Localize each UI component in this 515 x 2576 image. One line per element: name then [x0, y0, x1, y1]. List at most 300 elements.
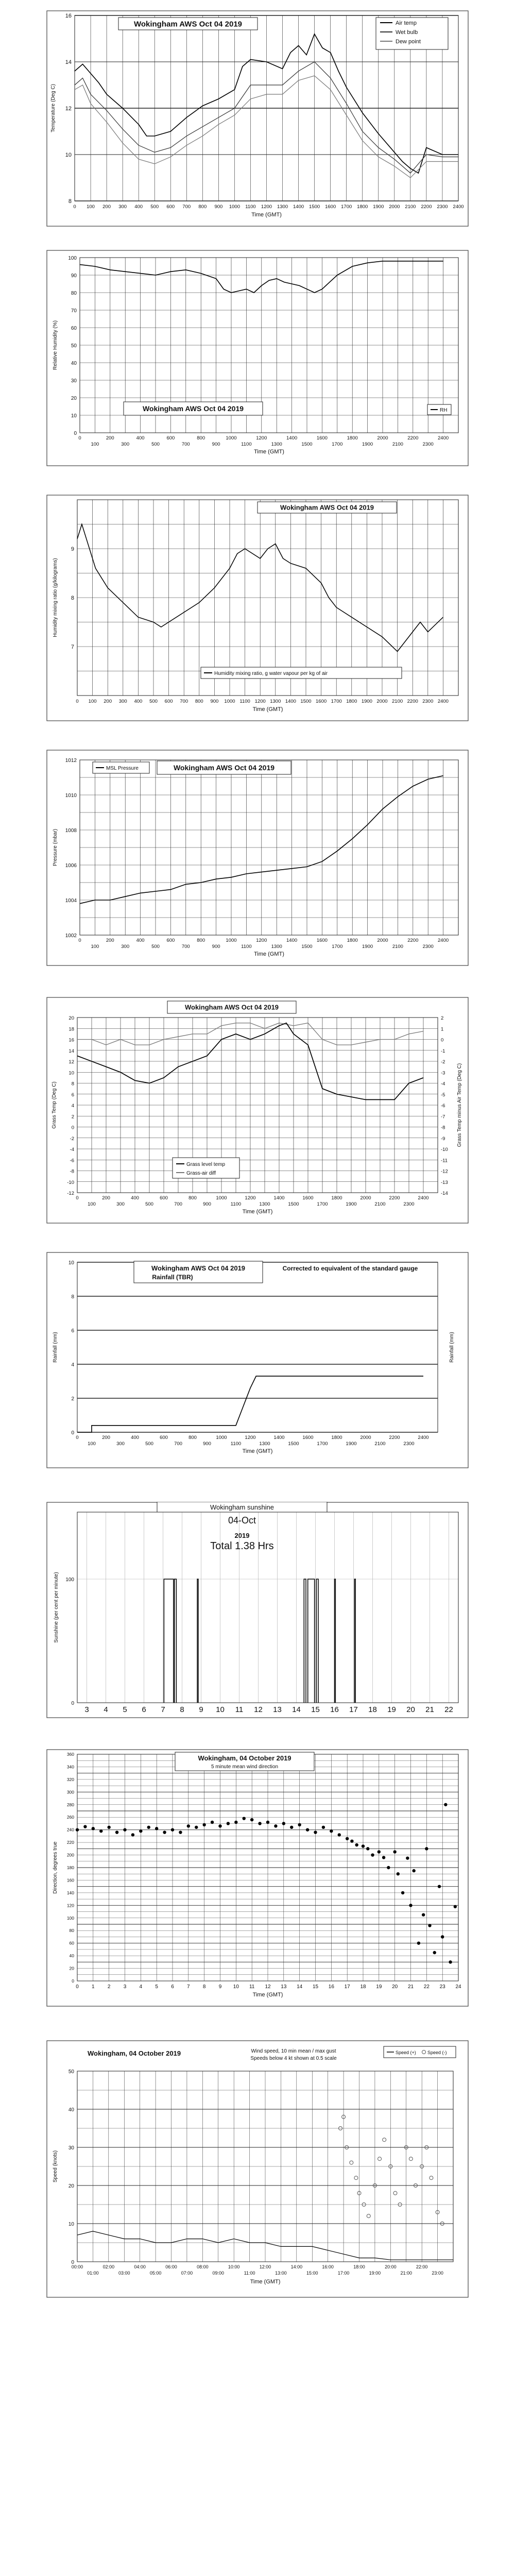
y-tick-label: 40 — [68, 2107, 74, 2113]
grass-chart-title: Wokingham AWS Oct 04 2019 — [184, 1003, 279, 1011]
x-tick-label: 9 — [218, 1984, 222, 1990]
x-tick-label: 1700 — [331, 699, 342, 704]
y-tick-label: 160 — [66, 1877, 74, 1883]
x-tick-label: 400 — [136, 938, 145, 943]
x-tick-label: 15 — [312, 1984, 319, 1990]
wind-direction-point — [250, 1818, 253, 1821]
wind-direction-point — [409, 1904, 412, 1907]
rainfall-chart-title: Wokingham AWS Oct 04 2019 — [151, 1264, 246, 1272]
wind-direction-point — [99, 1829, 102, 1833]
y-tick-label: 7 — [71, 644, 74, 650]
wind-direction-chart-svg — [46, 1749, 469, 2007]
sunshine-bar — [316, 1579, 318, 1703]
y-tick-label: 100 — [68, 256, 77, 261]
x-tick-label: 2100 — [392, 699, 403, 704]
mixing-ratio-chart-svg — [46, 495, 469, 721]
x-axis-label: Time (GMT) — [242, 1209, 273, 1215]
x-tick-label: 300 — [116, 1441, 125, 1447]
x-tick-label: 1200 — [245, 1435, 256, 1440]
x-tick-label: 1900 — [346, 1201, 357, 1207]
x-tick-label: 1900 — [362, 944, 373, 950]
y-tick-label: 30 — [68, 2145, 74, 2151]
x-tick-label: 20 — [392, 1984, 398, 1990]
wind-speed-chart — [46, 2040, 469, 2298]
x-tick-label: 1700 — [332, 442, 343, 447]
wind-speed-chart-title: Wokingham, 04 October 2019 — [88, 2049, 181, 2057]
x-tick-label: 2000 — [377, 938, 388, 943]
x-tick-label: 1200 — [245, 1195, 256, 1201]
pressure-chart-title: Wokingham AWS Oct 04 2019 — [173, 763, 275, 772]
x-tick-label: 1 — [92, 1984, 95, 1990]
wind-direction-point — [433, 1951, 436, 1954]
legend-label: RH — [440, 408, 448, 413]
x-axis-label: Time (GMT) — [252, 1992, 283, 1998]
x-tick-label: 1200 — [261, 204, 272, 210]
wind-direction-point — [355, 1843, 358, 1846]
y-tick-label: 80 — [69, 1928, 74, 1934]
x-tick-label: 08:00 — [197, 2264, 209, 2269]
x-tick-label: 100 — [91, 442, 99, 447]
x-tick-label: 900 — [203, 1201, 211, 1207]
chart-border — [47, 1502, 468, 1718]
x-tick-label: 2400 — [418, 1195, 429, 1201]
x-tick-label: 2100 — [405, 204, 416, 210]
x-tick-label: 1800 — [357, 204, 368, 210]
wind-direction-point — [397, 1872, 400, 1875]
x-tick-label: 200 — [102, 204, 111, 210]
wind-direction-point — [401, 1891, 404, 1894]
x-tick-label: 0 — [78, 435, 81, 441]
y-tick-label: 16 — [65, 13, 72, 19]
wind-direction-point — [350, 1839, 353, 1842]
x-tick-label: 900 — [210, 699, 219, 704]
y-right-tick-label: -3 — [441, 1070, 445, 1076]
wind-direction-point — [227, 1822, 230, 1825]
temperature-chart-svg — [46, 10, 469, 227]
relative-humidity-chart — [46, 250, 469, 466]
x-tick-label: 2400 — [453, 204, 464, 210]
x-tick-label: 13:00 — [275, 2270, 287, 2276]
y-right-tick-label: -10 — [441, 1147, 448, 1153]
x-tick-label: 22:00 — [416, 2264, 428, 2269]
x-tick-label: 1000 — [226, 938, 237, 943]
y-tick-label: 1012 — [65, 758, 77, 764]
x-tick-label: 19 — [387, 1705, 396, 1714]
x-tick-label: 1900 — [361, 699, 372, 704]
y-tick-label: 14 — [65, 59, 72, 65]
x-tick-label: 300 — [121, 944, 130, 950]
x-tick-label: 1400 — [285, 699, 296, 704]
y-tick-label: 40 — [69, 1953, 74, 1959]
chart-border — [47, 1750, 468, 2006]
x-tick-label: 1800 — [331, 1195, 342, 1201]
wind-gust-point — [409, 2157, 413, 2161]
x-tick-label: 300 — [116, 1201, 125, 1207]
x-tick-label: 2000 — [360, 1195, 371, 1201]
x-tick-label: 800 — [198, 204, 207, 210]
y-tick-label: 2 — [71, 1396, 74, 1402]
y-right-tick-label: -12 — [441, 1168, 448, 1175]
y-axis-label: Temperature (Deg C) — [50, 84, 56, 132]
y-tick-label: 1008 — [65, 828, 77, 834]
y-right-tick-label: -5 — [441, 1092, 445, 1098]
wind-direction-point — [412, 1869, 415, 1872]
wind-speed-note: Speeds below 4 kt shown at 0.5 scale — [250, 2056, 337, 2061]
x-tick-label: 1900 — [362, 442, 373, 447]
y-tick-label: 280 — [66, 1802, 74, 1807]
x-tick-label: 14:00 — [290, 2264, 303, 2269]
x-tick-label: 1200 — [256, 938, 267, 943]
x-tick-label: 10:00 — [228, 2264, 240, 2269]
x-tick-label: 2300 — [403, 1441, 415, 1447]
wind-direction-point — [243, 1817, 246, 1820]
x-tick-label: 19:00 — [369, 2270, 381, 2276]
wind-direction-point — [371, 1853, 374, 1856]
wind-gust-point — [367, 2214, 370, 2218]
x-tick-label: 06:00 — [165, 2264, 177, 2269]
x-tick-label: 2300 — [422, 699, 434, 704]
x-tick-label: 800 — [188, 1435, 197, 1440]
y-right-tick-label: -6 — [441, 1103, 445, 1109]
wind-gust-point — [354, 2176, 358, 2180]
y-right-tick-label: -9 — [441, 1136, 445, 1142]
x-tick-label: 1100 — [230, 1201, 242, 1207]
y-axis-label: Humidity mixing ratio (g/kilograms) — [53, 558, 58, 637]
y-right-tick-label: -8 — [441, 1125, 445, 1131]
x-tick-label: 4 — [139, 1984, 143, 1990]
sunshine-chart-title: Wokingham sunshine — [210, 1503, 274, 1511]
x-axis-label: Time (GMT) — [254, 449, 284, 455]
x-tick-label: 800 — [195, 699, 203, 704]
y-tick-label: 10 — [68, 1260, 74, 1266]
wind-direction-point — [234, 1821, 237, 1824]
x-tick-label: 800 — [188, 1195, 197, 1201]
wind-direction-point — [115, 1831, 118, 1834]
wind-speed-chart-svg — [46, 2040, 469, 2298]
wind-direction-point — [393, 1850, 396, 1853]
wind-direction-chart-title: Wokingham, 04 October 2019 — [198, 1754, 291, 1762]
sunshine-year: 2019 — [234, 1532, 250, 1539]
y-tick-label: -4 — [70, 1147, 74, 1153]
x-tick-label: 500 — [150, 204, 159, 210]
x-tick-label: 2400 — [418, 1435, 429, 1440]
x-tick-label: 1200 — [254, 699, 266, 704]
x-tick-label: 11 — [249, 1984, 255, 1990]
x-tick-label: 1900 — [373, 204, 384, 210]
x-tick-label: 16:00 — [322, 2264, 334, 2269]
wind-gust-point — [393, 2191, 397, 2195]
y-right-tick-label: -11 — [441, 1158, 448, 1164]
wind-direction-point — [454, 1905, 457, 1908]
y-tick-label: -10 — [67, 1179, 74, 1185]
legend-label: Dew point — [396, 39, 421, 45]
y-tick-label: 20 — [69, 1965, 74, 1971]
sunshine-bar — [197, 1579, 198, 1703]
x-tick-label: 2000 — [377, 435, 388, 441]
y-tick-label: 340 — [66, 1764, 74, 1770]
x-tick-label: 3 — [84, 1705, 89, 1714]
y-right-tick-label: 1 — [441, 1026, 444, 1032]
y-tick-label: 8 — [71, 1081, 74, 1087]
sunshine-bar — [354, 1579, 355, 1703]
y-right-tick-label: -4 — [441, 1081, 445, 1087]
y-right-tick-label: -14 — [441, 1191, 448, 1196]
x-tick-label: 15:00 — [306, 2270, 318, 2276]
wind-direction-point — [92, 1827, 95, 1830]
wind-direction-point — [362, 1844, 365, 1848]
wind-direction-point — [187, 1824, 190, 1827]
y-tick-label: 80 — [71, 291, 77, 296]
y-tick-label: 320 — [66, 1776, 74, 1782]
y-tick-label: 8 — [71, 595, 74, 601]
y-tick-label: 10 — [68, 1070, 74, 1076]
x-tick-label: 0 — [78, 938, 81, 943]
x-tick-label: 19 — [376, 1984, 382, 1990]
x-tick-label: 1100 — [241, 442, 252, 447]
sunshine-bar — [164, 1579, 174, 1703]
x-tick-label: 0 — [76, 1984, 79, 1990]
x-tick-label: 300 — [121, 442, 130, 447]
temperature-chart — [46, 10, 469, 227]
x-tick-label: 1500 — [288, 1201, 299, 1207]
x-tick-label: 600 — [166, 204, 175, 210]
sunshine-chart — [46, 1502, 469, 1718]
sunshine-bar — [175, 1579, 177, 1703]
y-tick-label: 360 — [66, 1752, 74, 1757]
x-tick-label: 1300 — [270, 699, 281, 704]
x-tick-label: 2000 — [376, 699, 388, 704]
sunshine-bar — [335, 1579, 336, 1703]
y-right-tick-label: -7 — [441, 1114, 445, 1120]
x-tick-label: 7 — [161, 1705, 165, 1714]
relative-humidity-chart-svg — [46, 250, 469, 466]
y-tick-label: 100 — [66, 1915, 74, 1921]
x-tick-label: 1100 — [230, 1441, 242, 1447]
pressure-chart-svg — [46, 750, 469, 966]
y-tick-label: 12 — [65, 106, 72, 112]
x-axis-label: Time (GMT) — [250, 2279, 281, 2285]
rainfall-series — [77, 1376, 423, 1432]
x-tick-label: 09:00 — [212, 2270, 225, 2276]
wind-direction-point — [406, 1856, 409, 1859]
sunshine-total: Total 1.38 Hrs — [210, 1540, 274, 1552]
x-tick-label: 2200 — [407, 699, 418, 704]
y-tick-label: 0 — [71, 2260, 74, 2265]
y-tick-label: 10 — [68, 2222, 74, 2227]
x-tick-label: 2400 — [438, 435, 449, 441]
x-tick-label: 100 — [88, 1441, 96, 1447]
x-tick-label: 2 — [107, 1984, 111, 1990]
plot-area — [77, 1262, 438, 1432]
x-tick-label: 2300 — [422, 944, 434, 950]
x-tick-label: 1300 — [259, 1441, 270, 1447]
x-tick-label: 22 — [423, 1984, 430, 1990]
x-tick-label: 22 — [444, 1705, 453, 1714]
x-tick-label: 1500 — [300, 699, 312, 704]
y-tick-label: 20 — [68, 2183, 74, 2189]
y-tick-label: 60 — [69, 1940, 74, 1946]
y-tick-label: 8 — [71, 1294, 74, 1300]
x-tick-label: 1000 — [229, 204, 240, 210]
x-tick-label: 200 — [102, 1435, 110, 1440]
y-tick-label: 1002 — [65, 933, 77, 939]
x-tick-label: 1600 — [316, 435, 328, 441]
wind-direction-point — [179, 1831, 182, 1834]
wind-direction-point — [306, 1828, 309, 1831]
x-tick-label: 1500 — [288, 1441, 299, 1447]
x-tick-label: 2100 — [392, 944, 403, 950]
x-tick-label: 16 — [330, 1705, 339, 1714]
y-right-axis-label: Grass Temp minus Air Temp (Deg C) — [457, 1063, 462, 1147]
wind-direction-point — [387, 1866, 390, 1869]
x-tick-label: 1400 — [286, 435, 298, 441]
x-tick-label: 1400 — [273, 1195, 285, 1201]
wind-direction-point — [382, 1856, 385, 1859]
y-tick-label: 0 — [71, 1701, 74, 1706]
x-tick-label: 5 — [155, 1984, 158, 1990]
x-tick-label: 1600 — [316, 699, 327, 704]
x-tick-label: 700 — [174, 1441, 182, 1447]
x-axis-label: Time (GMT) — [242, 1448, 273, 1454]
x-tick-label: 10 — [216, 1705, 225, 1714]
x-tick-label: 100 — [87, 204, 95, 210]
y-tick-label: 2 — [71, 1114, 74, 1120]
wind-direction-point — [171, 1828, 174, 1831]
x-tick-label: 2000 — [389, 204, 400, 210]
rh-chart-title: Wokingham AWS Oct 04 2019 — [142, 404, 244, 413]
wind-direction-point — [441, 1935, 444, 1938]
y-tick-label: 6 — [71, 1328, 74, 1334]
x-tick-label: 600 — [160, 1195, 168, 1201]
x-tick-label: 1900 — [346, 1441, 357, 1447]
x-tick-label: 17:00 — [337, 2270, 350, 2276]
wind-direction-point — [202, 1823, 205, 1826]
x-tick-label: 900 — [214, 204, 223, 210]
x-tick-label: 10 — [233, 1984, 239, 1990]
sunshine-bar — [308, 1579, 315, 1703]
x-tick-label: 9 — [199, 1705, 203, 1714]
wind-direction-point — [139, 1829, 142, 1833]
x-tick-label: 3 — [123, 1984, 127, 1990]
x-tick-label: 1000 — [216, 1435, 227, 1440]
wind-direction-point — [346, 1837, 349, 1840]
y-tick-label: 0 — [71, 1430, 74, 1436]
y-tick-label: -12 — [67, 1191, 74, 1196]
x-tick-label: 1700 — [341, 204, 352, 210]
wind-direction-point — [314, 1831, 317, 1834]
x-tick-label: 2100 — [392, 442, 403, 447]
wind-direction-point — [266, 1821, 269, 1824]
legend-label: Wet bulb — [396, 29, 418, 36]
y-tick-label: 16 — [68, 1037, 74, 1043]
x-tick-label: 2200 — [389, 1195, 400, 1201]
x-tick-label: 24 — [455, 1984, 461, 1990]
x-tick-label: 400 — [136, 435, 145, 441]
wind-direction-point — [422, 1913, 425, 1916]
x-tick-label: 23:00 — [432, 2270, 443, 2276]
y-tick-label: 4 — [71, 1103, 74, 1109]
y-tick-label: 70 — [71, 308, 77, 314]
x-tick-label: 20 — [406, 1705, 415, 1714]
wind-direction-point — [155, 1827, 158, 1830]
y-tick-label: 20 — [68, 1015, 74, 1021]
pressure-chart — [46, 750, 469, 966]
y-right-tick-label: -1 — [441, 1048, 445, 1054]
x-tick-label: 2200 — [421, 204, 432, 210]
x-tick-label: 0 — [73, 204, 76, 210]
wind-direction-point — [425, 1847, 428, 1850]
y-tick-label: 60 — [71, 326, 77, 331]
y-axis-label: Relative Humidity (%) — [53, 320, 58, 370]
rainfall-chart-svg — [46, 1252, 469, 1468]
x-tick-label: 200 — [106, 435, 114, 441]
y-right-tick-label: 0 — [441, 1037, 444, 1043]
y-tick-label: -2 — [70, 1136, 74, 1142]
x-tick-label: 1600 — [316, 938, 328, 943]
y-axis-label: Speed (knots) — [53, 2150, 58, 2183]
x-tick-label: 6 — [142, 1705, 146, 1714]
y-right-tick-label: 2 — [441, 1015, 444, 1021]
y-tick-label: 14 — [68, 1048, 74, 1054]
y-tick-label: 10 — [65, 152, 72, 158]
grass-temperature-chart-svg — [46, 997, 469, 1224]
x-tick-label: 5 — [123, 1705, 127, 1714]
wind-direction-point — [123, 1828, 126, 1831]
sunshine-bar — [304, 1579, 306, 1703]
x-tick-label: 500 — [145, 1201, 153, 1207]
y-tick-label: -6 — [70, 1158, 74, 1164]
x-tick-label: 500 — [151, 944, 160, 950]
x-tick-label: 1200 — [256, 435, 267, 441]
x-tick-label: 700 — [180, 699, 188, 704]
y-axis-label: Direction, degrees true — [53, 1841, 58, 1894]
wind-direction-point — [449, 1960, 452, 1963]
x-tick-label: 1600 — [302, 1435, 314, 1440]
wind-direction-point — [163, 1831, 166, 1834]
x-tick-label: 2000 — [360, 1435, 371, 1440]
wind-direction-point — [298, 1823, 301, 1826]
x-tick-label: 12 — [265, 1984, 271, 1990]
wind-direction-point — [322, 1826, 325, 1829]
wind-direction-point — [107, 1826, 110, 1829]
wind-direction-point — [438, 1885, 441, 1888]
x-tick-label: 200 — [104, 699, 112, 704]
x-tick-label: 1800 — [331, 1435, 342, 1440]
x-tick-label: 16 — [328, 1984, 334, 1990]
y-tick-label: 20 — [71, 396, 77, 401]
rainfall-annotation: Corrected to equivalent of the standard gauge — [282, 1265, 418, 1272]
y-right-axis-label: Rainfall (mm) — [449, 1332, 455, 1363]
y-right-tick-label: -13 — [441, 1179, 448, 1185]
x-tick-label: 13 — [281, 1984, 287, 1990]
x-tick-label: 700 — [181, 944, 190, 950]
x-tick-label: 0 — [76, 1435, 79, 1440]
y-tick-label: 200 — [66, 1852, 74, 1858]
x-tick-label: 800 — [197, 435, 205, 441]
wind-direction-point — [377, 1850, 381, 1853]
x-tick-label: 12 — [254, 1705, 263, 1714]
x-tick-label: 100 — [91, 944, 99, 950]
x-tick-label: 1800 — [347, 435, 358, 441]
x-tick-label: 200 — [106, 938, 114, 943]
wind-direction-point — [366, 1847, 369, 1850]
wind-gust-point — [430, 2176, 433, 2180]
x-tick-label: 1300 — [277, 204, 288, 210]
wind-speed-chart-subtitle: Wind speed, 10 min mean / max gust — [251, 2048, 336, 2054]
wind-direction-point — [147, 1826, 150, 1829]
y-right-tick-label: -2 — [441, 1059, 445, 1065]
y-tick-label: 260 — [66, 1815, 74, 1820]
